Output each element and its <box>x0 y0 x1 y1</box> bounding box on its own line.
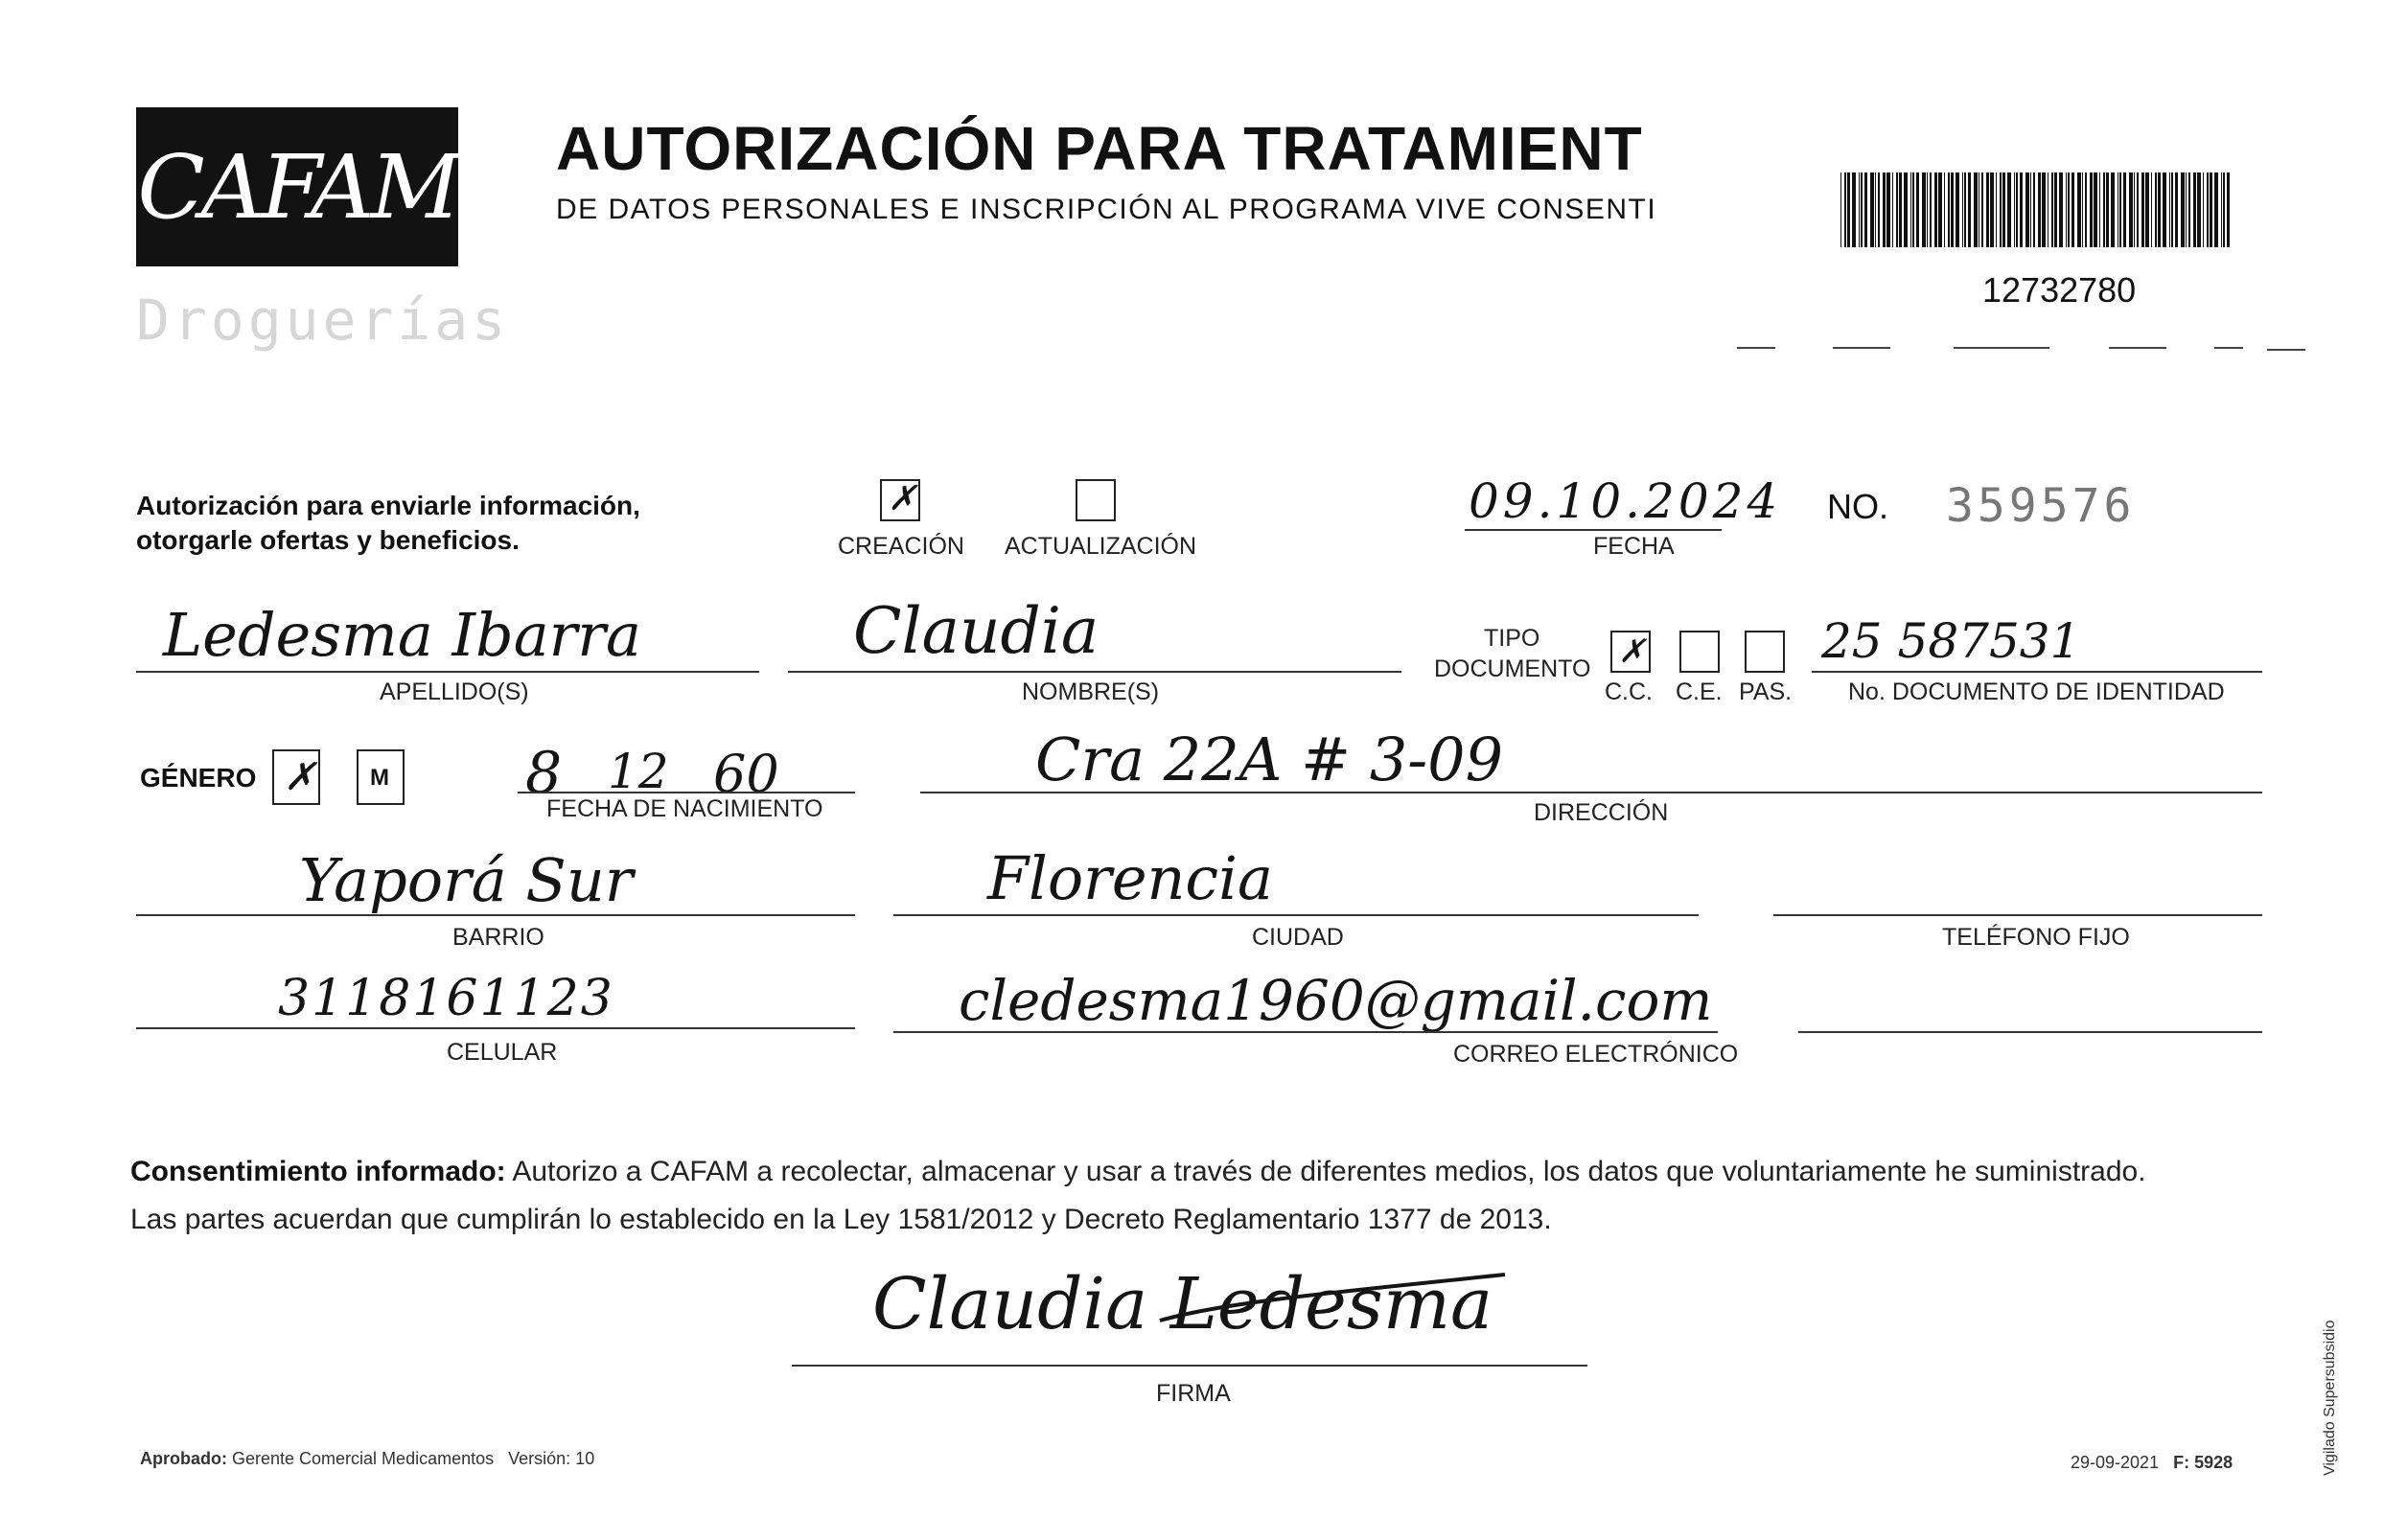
direccion-line <box>920 792 2262 793</box>
ciudad-label: CIUDAD <box>1252 924 1344 951</box>
barcode-bar <box>2085 172 2087 247</box>
nacimiento-day[interactable]: 8 <box>525 740 563 807</box>
check-mark-icon: ✗ <box>888 479 917 518</box>
barcode-bar <box>1904 172 1908 247</box>
barcode-bar <box>1852 172 1856 247</box>
barcode-bar <box>1859 172 1860 247</box>
barcode-bar <box>2171 172 2173 247</box>
barcode-bar <box>2051 172 2053 247</box>
barrio-value[interactable]: Yaporá Sur <box>299 845 634 915</box>
correo-label: CORREO ELECTRÓNICO <box>1453 1041 1739 1068</box>
genero-f-checkbox[interactable] <box>272 749 320 805</box>
barcode-bar <box>2207 172 2209 247</box>
barcode-bar <box>2090 172 2093 247</box>
telefono-label: TELÉFONO FIJO <box>1942 924 2130 951</box>
apellidos-line <box>136 671 759 673</box>
barcode-bar <box>1930 172 1932 247</box>
barcode-bar <box>2071 172 2074 247</box>
fecha-value[interactable]: 09.10.2024 <box>1469 473 1782 529</box>
barcode-bar <box>1944 172 1945 247</box>
barcode-bar <box>2002 172 2005 247</box>
nombres-label: NOMBRE(S) <box>1022 678 1160 705</box>
barcode-bar <box>2103 172 2105 247</box>
barcode-bar <box>1910 172 1911 247</box>
check-mark-icon: ✗ <box>284 755 316 799</box>
barcode-bar <box>1962 172 1963 247</box>
barcode-bar <box>1916 172 1919 247</box>
fecha-line <box>1465 529 1722 531</box>
barcode-bar <box>2025 172 2029 247</box>
nacimiento-line <box>518 792 855 793</box>
barcode-bar <box>2123 172 2126 247</box>
aprobado-value: Gerente Comercial Medicamentos <box>232 1449 495 1468</box>
barcode-bar <box>2099 172 2100 247</box>
barcode-bar <box>2068 172 2070 247</box>
barcode-bar <box>2203 172 2204 247</box>
check-mark-icon: ✗ <box>1618 632 1646 671</box>
barcode-bar <box>2221 172 2222 247</box>
barcode-bar <box>2214 172 2218 247</box>
consent-heading: Consentimiento informado: <box>130 1156 506 1187</box>
barcode-bar <box>2169 172 2170 247</box>
divider <box>1954 347 2049 349</box>
barcode-bar <box>1892 172 1893 247</box>
barcode-bar <box>2033 172 2035 247</box>
correo-line <box>893 1031 1718 1033</box>
barcode-bar <box>2042 172 2046 247</box>
barcode-bar <box>2175 172 2178 247</box>
apellidos-value[interactable]: Ledesma Ibarra <box>163 600 641 670</box>
divider <box>1833 347 1890 349</box>
cafam-logo <box>136 107 458 266</box>
signature[interactable]: Claudia Ledesma <box>872 1263 1493 1345</box>
barcode-bar <box>2066 172 2067 247</box>
tipo-label-2: DOCUMENTO <box>1434 655 1591 682</box>
barcode-bar <box>1938 172 1942 247</box>
ce-label: C.E. <box>1676 678 1723 705</box>
barcode-bar <box>2223 172 2225 247</box>
barcode-bar <box>2059 172 2063 247</box>
telefono-line <box>1773 914 2262 916</box>
barcode-bar <box>2016 172 2018 247</box>
genero-m-label: M <box>370 765 389 791</box>
barcode-bar <box>2082 172 2083 247</box>
consent-paragraph <box>130 1148 2268 1244</box>
logo-text: CAFAM <box>137 135 457 239</box>
documento-line <box>1812 671 2262 673</box>
barcode-bar <box>2106 172 2109 247</box>
signature-stroke <box>1150 1263 1515 1340</box>
barrio-line <box>136 914 855 916</box>
barcode-bar <box>1956 172 1959 247</box>
logo-subtext: Droguerías <box>136 287 510 353</box>
fecha-label: FECHA <box>1593 533 1675 560</box>
creacion-checkbox[interactable] <box>880 479 920 521</box>
genero-label: GÉNERO <box>140 763 257 793</box>
barcode-bar <box>2134 172 2135 247</box>
barcode-bar <box>2030 172 2031 247</box>
barrio-label: BARRIO <box>452 924 544 951</box>
barcode-bar <box>2077 172 2081 247</box>
barcode-bar <box>1870 172 1874 247</box>
barcode-bar <box>2158 172 2161 247</box>
consent-text-1: Autorizo a CAFAM a recolectar, almacenar y usar a través de diferentes medios, los datos que voluntariamente he suministrado. <box>512 1156 2146 1187</box>
barcode-bar <box>1875 172 1876 247</box>
celular-line <box>136 1027 855 1029</box>
barcode-bar <box>1996 172 1997 247</box>
consent-text-2: Las partes acuerdan que cumplirán lo establecido en la Ley 1581/2012 y Decreto Reglamentario 1377 de 2013. <box>130 1204 1552 1235</box>
intro-line-1: Autorización para enviarle información, <box>136 491 640 520</box>
celular-value[interactable]: 3118161123 <box>278 970 614 1027</box>
barcode-bar <box>2020 172 2023 247</box>
actualizacion-checkbox[interactable] <box>1076 479 1116 521</box>
barcode-bar <box>2094 172 2097 247</box>
barcode-bar <box>1847 172 1850 247</box>
documento-label: No. DOCUMENTO DE IDENTIDAD <box>1848 678 2225 705</box>
barcode-bar <box>1883 172 1886 247</box>
divider <box>2214 347 2243 349</box>
barcode-bar <box>2181 172 2185 247</box>
divider <box>2109 347 2166 349</box>
barcode-bar <box>1861 172 1863 247</box>
barcode-bar <box>1896 172 1898 247</box>
ce-checkbox[interactable] <box>1679 631 1720 673</box>
genero-m-checkbox[interactable] <box>357 749 405 805</box>
actualizacion-label: ACTUALIZACIÓN <box>1005 533 1197 560</box>
barcode-bar <box>2007 172 2011 247</box>
firma-label: FIRMA <box>1156 1380 1231 1407</box>
barcode-bar <box>2119 172 2121 247</box>
barcode-bar <box>2163 172 2166 247</box>
numero-label: NO. <box>1827 487 1889 526</box>
barcode-bar <box>1968 172 1971 247</box>
barcode-bar <box>2151 172 2152 247</box>
pas-label: PAS. <box>1739 678 1793 705</box>
barcode-bar <box>2014 172 2015 247</box>
correo-value[interactable]: cledesma1960@gmail.com <box>959 968 1713 1033</box>
barcode-bar <box>1951 172 1954 247</box>
version: Versión: 10 <box>508 1449 595 1468</box>
form-subtitle: DE DATOS PERSONALES E INSCRIPCIÓN AL PROGRAMA VIVE CONSENTI <box>556 194 1657 225</box>
barcode-bar <box>1864 172 1867 247</box>
barcode-bar <box>2000 172 2002 247</box>
firma-line <box>792 1365 1587 1367</box>
barcode-bar <box>1922 172 1926 247</box>
barcode-bar <box>2038 172 2041 247</box>
direccion-value[interactable]: Cra 22A # 3-09 <box>1035 724 1504 794</box>
nacimiento-year[interactable]: 60 <box>713 744 779 804</box>
barcode-bar <box>1948 172 1950 247</box>
nacimiento-month[interactable]: 12 <box>608 744 669 799</box>
barcode-bar <box>2186 172 2187 247</box>
barcode-bar <box>2197 172 2201 247</box>
numero-value: 359576 <box>1946 479 2136 533</box>
barcode-bar <box>1927 172 1928 247</box>
barcode-bar <box>1990 172 1994 247</box>
pas-checkbox[interactable] <box>1745 631 1785 673</box>
vertical-note: Vigilado Supersubsidio <box>2322 1320 2338 1476</box>
barcode-bar <box>2129 172 2133 247</box>
barcode-bar <box>1840 172 1841 247</box>
nombres-value[interactable]: Claudia <box>853 594 1099 668</box>
barcode-bar <box>1844 172 1846 247</box>
barcode-bar <box>2155 172 2157 247</box>
celular-label: CELULAR <box>447 1039 558 1066</box>
ciudad-value[interactable]: Florencia <box>987 843 1273 913</box>
nombres-line <box>788 671 1401 673</box>
barcode-bar <box>2210 172 2212 247</box>
barcode-bar <box>1986 172 1989 247</box>
creacion-label: CREACIÓN <box>838 533 964 560</box>
cc-label: C.C. <box>1605 678 1653 705</box>
footer-code: F: 5928 <box>2173 1453 2233 1472</box>
footer-date-value: 29-09-2021 <box>2071 1453 2160 1472</box>
barcode-bar <box>2227 172 2230 247</box>
footer-date <box>2071 1453 2233 1473</box>
barcode-bar <box>1899 172 1902 247</box>
barcode-bar <box>2111 172 2115 247</box>
intro-line-2: otorgarle ofertas y beneficios. <box>136 525 520 555</box>
barcode-bar <box>2193 172 2196 247</box>
direccion-label: DIRECCIÓN <box>1534 799 1669 826</box>
nacimiento-label: FECHA DE NACIMIENTO <box>546 795 823 822</box>
tipo-label-1: TIPO <box>1484 625 1540 652</box>
documento-value[interactable]: 25 587531 <box>1821 613 2081 669</box>
extra-line <box>1798 1031 2262 1033</box>
barcode-bar <box>2145 172 2149 247</box>
ciudad-line <box>893 914 1699 916</box>
barcode-bar <box>1878 172 1880 247</box>
barcode-bar <box>1934 172 1937 247</box>
barcode-bar <box>1912 172 1914 247</box>
footer-aprobado <box>140 1449 594 1469</box>
aprobado-label: Aprobado: <box>140 1449 227 1468</box>
divider <box>2267 349 2305 351</box>
barcode-bar <box>1974 172 1978 247</box>
barcode-bar <box>2137 172 2139 247</box>
barcode-bar <box>2141 172 2144 247</box>
barcode-bar <box>1964 172 1966 247</box>
divider <box>1737 347 1775 349</box>
barcode-bar <box>1886 172 1890 247</box>
barcode-number: 12732780 <box>1982 270 2137 310</box>
cc-checkbox[interactable] <box>1610 631 1651 673</box>
apellidos-label: APELLIDO(S) <box>380 678 529 705</box>
form-title: AUTORIZACIÓN PARA TRATAMIENT <box>556 114 1643 183</box>
barcode-bar <box>1981 172 1983 247</box>
barcode <box>1840 172 2232 247</box>
barcode-bar <box>2054 172 2057 247</box>
barcode-bar <box>2188 172 2190 247</box>
